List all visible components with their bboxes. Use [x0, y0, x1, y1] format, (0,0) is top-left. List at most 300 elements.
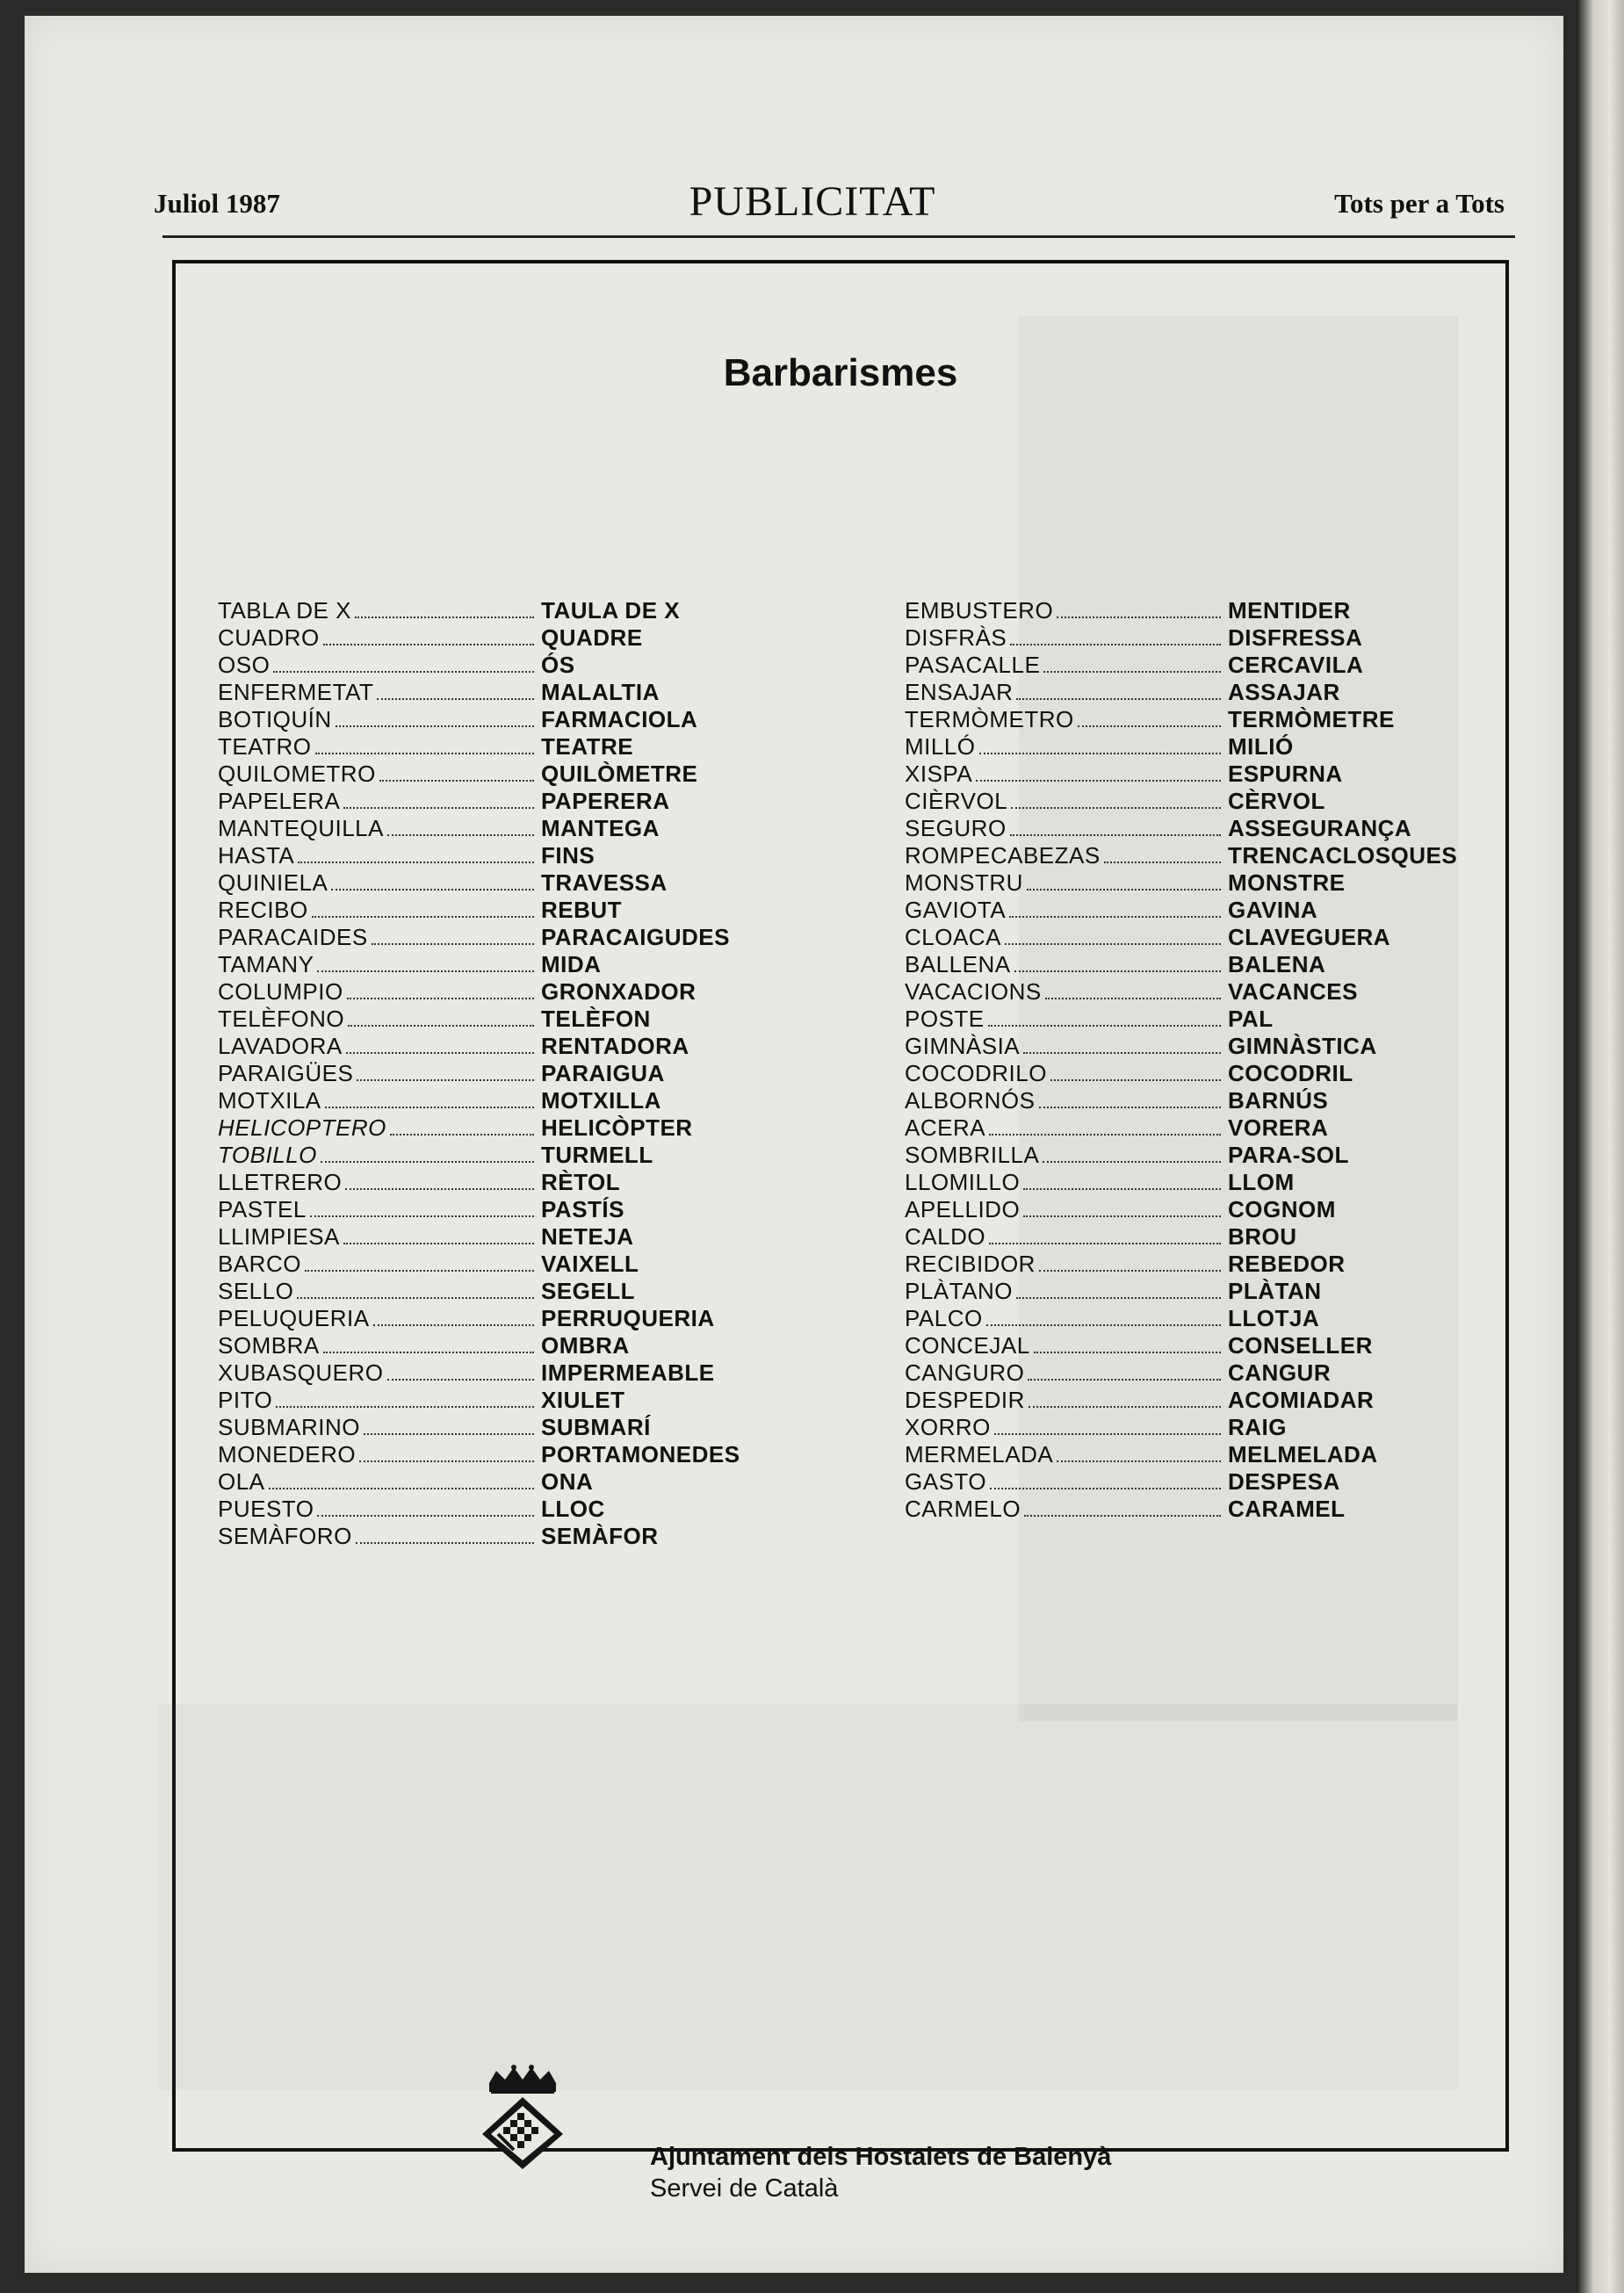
barbarism-row	[905, 1305, 1457, 1332]
correct-catalan-term: TRENCACLOSQUES	[1228, 842, 1458, 869]
footer-department: Servei de Català	[650, 2174, 839, 2203]
barbarism-term-cell	[218, 1305, 534, 1332]
dot-leader	[390, 1134, 534, 1136]
correct-catalan-term: VACANCES	[1228, 978, 1358, 1005]
correct-catalan-term: MELMELADA	[1228, 1441, 1378, 1467]
barbarism-term: CUADRO	[218, 624, 320, 651]
barbarism-term-cell	[905, 897, 1221, 924]
correct-catalan-term: ÓS	[541, 652, 575, 678]
barbarism-term: COCODRILO	[905, 1060, 1047, 1086]
barbarism-term-cell	[905, 1114, 1221, 1142]
barbarism-term: OSO	[218, 652, 271, 678]
correct-catalan-term: RÈTOL	[541, 1169, 621, 1195]
barbarism-term: HELICOPTERO	[218, 1114, 386, 1141]
dot-leader	[994, 1433, 1221, 1435]
barbarism-row	[218, 1142, 740, 1169]
barbarism-row	[218, 978, 740, 1006]
barbarism-term-cell	[905, 624, 1221, 652]
correct-catalan-term: LLOC	[541, 1496, 605, 1522]
barbarism-term: SUBMARINO	[218, 1414, 360, 1440]
barbarism-term-cell	[905, 842, 1221, 869]
barbarism-term-cell	[218, 1251, 534, 1278]
barbarism-term: SOMBRILLA	[905, 1142, 1040, 1168]
barbarism-term-cell	[905, 951, 1221, 978]
dot-leader	[379, 780, 534, 782]
correct-catalan-term: RENTADORA	[541, 1033, 689, 1059]
dot-leader	[298, 862, 534, 863]
barbarism-term: GIMNÀSIA	[905, 1033, 1021, 1059]
barbarism-term: TAMANY	[218, 951, 314, 977]
dot-leader	[305, 1270, 534, 1272]
barbarism-term: CLOACA	[905, 924, 1001, 950]
dot-leader	[1045, 998, 1221, 999]
barbarism-term-cell	[218, 897, 534, 924]
barbarism-term-cell	[218, 815, 534, 842]
barbarism-term: SELLO	[218, 1278, 294, 1304]
barbarism-row	[218, 1387, 740, 1414]
dot-leader	[1010, 834, 1221, 836]
dot-leader	[343, 1243, 534, 1244]
barbarism-term: RECIBO	[218, 897, 308, 923]
barbarism-row	[905, 1223, 1457, 1251]
correct-catalan-term: QUADRE	[541, 624, 643, 651]
correct-catalan-term: SUBMARÍ	[541, 1414, 651, 1440]
barbarism-row	[218, 842, 740, 869]
barbarism-row	[905, 1169, 1457, 1196]
dot-leader	[377, 698, 534, 700]
dot-leader	[1050, 1079, 1221, 1081]
dot-leader	[323, 1352, 534, 1353]
barbarism-term: ALBORNÓS	[905, 1087, 1036, 1114]
correct-catalan-term: PAL	[1228, 1006, 1274, 1032]
dot-leader	[317, 970, 534, 972]
dot-leader	[269, 1488, 534, 1489]
barbarism-term: OLA	[218, 1468, 265, 1495]
barbarism-row	[905, 1006, 1457, 1033]
correct-catalan-term: MOTXILLA	[541, 1087, 661, 1114]
barbarism-term-cell	[218, 706, 534, 733]
dot-leader	[1039, 1107, 1222, 1108]
correct-catalan-term: RAIG	[1228, 1414, 1287, 1440]
barbarism-row	[905, 1387, 1457, 1414]
barbarism-row	[218, 815, 740, 842]
barbarism-term-cell	[218, 1359, 534, 1387]
correct-catalan-term: LLOTJA	[1228, 1305, 1320, 1331]
barbarism-row	[905, 1114, 1457, 1142]
correct-catalan-term: COCODRIL	[1228, 1060, 1353, 1086]
barbarism-row	[905, 733, 1457, 761]
barbarism-term-cell	[905, 1033, 1221, 1060]
barbarism-term: ENFERMETAT	[218, 679, 374, 705]
correct-catalan-term: CLAVEGUERA	[1228, 924, 1391, 950]
barbarism-term: LLIMPIESA	[218, 1223, 340, 1250]
dot-leader	[310, 1215, 534, 1217]
barbarism-row	[218, 1523, 740, 1550]
dot-leader	[373, 1324, 534, 1326]
correct-catalan-term: BARNÚS	[1228, 1087, 1329, 1114]
barbarism-term: CONCEJAL	[905, 1332, 1030, 1359]
barbarism-term: LAVADORA	[218, 1033, 343, 1059]
dot-leader	[989, 1243, 1221, 1244]
page-header	[127, 176, 1505, 232]
correct-catalan-term: TURMELL	[541, 1142, 653, 1168]
barbarism-term-cell	[905, 1169, 1221, 1196]
barbarism-term-cell	[218, 1332, 534, 1359]
correct-catalan-term: DESPESA	[1228, 1468, 1340, 1495]
dot-leader	[979, 753, 1221, 754]
barbarism-term-cell	[218, 924, 534, 951]
barbarism-term-cell	[218, 761, 534, 788]
barbarism-row	[905, 1332, 1457, 1359]
barbarism-term-cell	[905, 924, 1221, 951]
barbarism-row	[905, 869, 1457, 897]
barbarism-term-cell	[905, 1196, 1221, 1223]
barbarism-term-cell	[218, 1223, 534, 1251]
dot-leader	[325, 1107, 534, 1108]
municipal-coat-of-arms-icon	[479, 2064, 567, 2169]
barbarism-term: CANGURO	[905, 1359, 1025, 1386]
ad-title: Barbarismes	[723, 351, 958, 394]
correct-catalan-term: MIDA	[541, 951, 602, 977]
barbarism-term-cell	[905, 1060, 1221, 1087]
barbarism-row	[905, 624, 1457, 652]
correct-catalan-term: GIMNÀSTICA	[1228, 1033, 1377, 1059]
barbarism-term-cell	[218, 679, 534, 706]
dot-leader	[1043, 671, 1221, 673]
barbarism-term-cell	[218, 652, 534, 679]
barbarism-row	[218, 1223, 740, 1251]
correct-catalan-term: PASTÍS	[541, 1196, 624, 1222]
advertisement-box	[172, 260, 1509, 2203]
barbarism-row	[218, 924, 740, 951]
barbarism-row	[218, 652, 740, 679]
barbarism-term-cell	[905, 706, 1221, 733]
barbarism-term: PITO	[218, 1387, 273, 1413]
dot-leader	[1014, 970, 1221, 972]
dot-leader	[359, 1460, 534, 1462]
barbarism-term-cell	[218, 1060, 534, 1087]
correct-catalan-term: BALENA	[1228, 951, 1326, 977]
barbarism-row	[905, 761, 1457, 788]
barbarism-row	[905, 1196, 1457, 1223]
barbarism-term-cell	[905, 1387, 1221, 1414]
correct-catalan-term: TERMÒMETRE	[1228, 706, 1395, 732]
barbarism-row	[218, 1305, 740, 1332]
barbarisms-right-column	[905, 597, 1457, 1523]
barbarism-term: VACACIONS	[905, 978, 1042, 1005]
dot-leader	[988, 1025, 1221, 1027]
dot-leader	[336, 725, 534, 727]
correct-catalan-term: OMBRA	[541, 1332, 630, 1359]
dot-leader	[976, 780, 1221, 782]
footer-organization: Ajuntament dels Hostalets de Balenyà	[650, 2143, 1112, 2171]
dot-leader	[343, 807, 534, 809]
show-through-block	[158, 1704, 1458, 2090]
barbarism-row	[218, 679, 740, 706]
barbarism-row	[905, 1441, 1457, 1468]
barbarism-term: XISPA	[905, 761, 973, 787]
barbarism-term-cell	[218, 1114, 534, 1142]
dot-leader	[364, 1433, 534, 1435]
barbarism-term: GAVIOTA	[905, 897, 1007, 923]
barbarism-term: LLETRERO	[218, 1169, 343, 1195]
barbarism-term: TERMÒMETRO	[905, 706, 1074, 732]
barbarism-term: PELUQUERIA	[218, 1305, 370, 1331]
barbarism-term: TOBILLO	[218, 1142, 317, 1168]
barbarism-term: PASTEL	[218, 1196, 307, 1222]
barbarism-term-cell	[218, 978, 534, 1006]
correct-catalan-term: MILIÓ	[1228, 733, 1294, 760]
correct-catalan-term: MONSTRE	[1228, 869, 1346, 896]
barbarism-row	[218, 897, 740, 924]
dot-leader	[1023, 1188, 1221, 1190]
barbarism-row	[905, 842, 1457, 869]
barbarism-term: PLÀTANO	[905, 1278, 1013, 1304]
correct-catalan-term: REBEDOR	[1228, 1251, 1346, 1277]
correct-catalan-term: PERRUQUERIA	[541, 1305, 715, 1331]
barbarism-term-cell	[218, 597, 534, 624]
correct-catalan-term: CARAMEL	[1228, 1496, 1346, 1522]
correct-catalan-term: GAVINA	[1228, 897, 1318, 923]
correct-catalan-term: VAIXELL	[541, 1251, 639, 1277]
correct-catalan-term: DISFRESSA	[1228, 624, 1363, 651]
barbarism-term: MERMELADA	[905, 1441, 1054, 1467]
barbarism-row	[218, 1087, 740, 1114]
barbarism-row	[905, 1087, 1457, 1114]
barbarism-row	[218, 624, 740, 652]
barbarism-row	[905, 1496, 1457, 1523]
barbarism-term-cell	[905, 869, 1221, 897]
barbarism-term: COLUMPIO	[218, 978, 343, 1005]
correct-catalan-term: BROU	[1228, 1223, 1297, 1250]
barbarism-row	[218, 1414, 740, 1441]
barbarism-term-cell	[218, 1441, 534, 1468]
correct-catalan-term: TELÈFON	[541, 1006, 651, 1032]
barbarism-term: RECIBIDOR	[905, 1251, 1036, 1277]
barbarism-term-cell	[218, 1278, 534, 1305]
barbarism-term: CALDO	[905, 1223, 986, 1250]
barbarism-term: MONSTRU	[905, 869, 1023, 896]
barbarism-term-cell	[218, 1196, 534, 1223]
dot-leader	[1104, 862, 1221, 863]
barbarism-row	[905, 597, 1457, 624]
dot-leader	[1009, 916, 1221, 918]
barbarism-term: EMBUSTERO	[905, 597, 1054, 624]
correct-catalan-term: COGNOM	[1228, 1196, 1336, 1222]
correct-catalan-term: ESPURNA	[1228, 761, 1343, 787]
barbarism-term-cell	[905, 1468, 1221, 1496]
barbarism-row	[218, 1468, 740, 1496]
correct-catalan-term: MENTIDER	[1228, 597, 1351, 624]
barbarism-term: DISFRÀS	[905, 624, 1007, 651]
barbarism-term-cell	[905, 1359, 1221, 1387]
barbarism-row	[218, 1332, 740, 1359]
barbarism-term: MILLÓ	[905, 733, 976, 760]
dot-leader	[355, 617, 534, 618]
barbarism-term: HASTA	[218, 842, 295, 869]
barbarism-row	[905, 1278, 1457, 1305]
barbarism-term-cell	[905, 652, 1221, 679]
correct-catalan-term: FARMACIOLA	[541, 706, 698, 732]
barbarism-term: PUESTO	[218, 1496, 314, 1522]
barbarism-row	[905, 1359, 1457, 1387]
barbarism-term: CARMELO	[905, 1496, 1021, 1522]
barbarism-term: PARAIGÜES	[218, 1060, 354, 1086]
barbarism-term-cell	[218, 733, 534, 761]
correct-catalan-term: ASSEGURANÇA	[1228, 815, 1412, 841]
barbarism-row	[218, 1114, 740, 1142]
barbarism-row	[905, 1142, 1457, 1169]
barbarism-term: BALLENA	[905, 951, 1011, 977]
header-publication: Tots per a Tots	[1334, 188, 1505, 219]
barbarism-term-cell	[905, 733, 1221, 761]
correct-catalan-term: CÈRVOL	[1228, 788, 1325, 814]
barbarism-row	[218, 706, 740, 733]
dot-leader	[1043, 1161, 1221, 1163]
correct-catalan-term: XIULET	[541, 1387, 625, 1413]
barbarism-term: SOMBRA	[218, 1332, 320, 1359]
barbarism-term-cell	[905, 761, 1221, 788]
barbarism-term-cell	[905, 815, 1221, 842]
correct-catalan-term: SEMÀFOR	[541, 1523, 659, 1549]
dot-leader	[315, 753, 534, 754]
barbarism-term-cell	[905, 1332, 1221, 1359]
barbarism-term: PARACAIDES	[218, 924, 368, 950]
correct-catalan-term: MANTEGA	[541, 815, 660, 841]
barbarism-term-cell	[218, 1387, 534, 1414]
barbarism-row	[905, 788, 1457, 815]
barbarism-row	[905, 1033, 1457, 1060]
correct-catalan-term: IMPERMEABLE	[541, 1359, 715, 1386]
dot-leader	[1023, 1215, 1221, 1217]
barbarism-row	[905, 652, 1457, 679]
barbarism-term: ENSAJAR	[905, 679, 1014, 705]
barbarism-row	[905, 1414, 1457, 1441]
barbarism-term-cell	[218, 1496, 534, 1523]
barbarism-term-cell	[218, 1523, 534, 1550]
barbarism-row	[218, 869, 740, 897]
barbarism-term-cell	[905, 788, 1221, 815]
barbarism-term-cell	[905, 1414, 1221, 1441]
barbarism-row	[218, 1359, 740, 1387]
barbarism-row	[905, 706, 1457, 733]
barbarism-term: PALCO	[905, 1305, 983, 1331]
barbarism-term-cell	[905, 1223, 1221, 1251]
correct-catalan-term: PARAIGUA	[541, 1060, 665, 1086]
dot-leader	[297, 1297, 534, 1299]
barbarism-term: POSTE	[905, 1006, 985, 1032]
barbarism-term-cell	[218, 951, 534, 978]
barbarism-term-cell	[905, 978, 1221, 1006]
dot-leader	[1029, 1406, 1221, 1408]
dot-leader	[1034, 1352, 1221, 1353]
correct-catalan-term: NETEJA	[541, 1223, 634, 1250]
barbarism-term-cell	[905, 1278, 1221, 1305]
correct-catalan-term: PORTAMONEDES	[541, 1441, 740, 1467]
barbarism-term-cell	[905, 1006, 1221, 1033]
dot-leader	[986, 1324, 1221, 1326]
correct-catalan-term: MALALTIA	[541, 679, 660, 705]
correct-catalan-term: ONA	[541, 1468, 594, 1495]
dot-leader	[1028, 1379, 1221, 1381]
barbarism-term: PAPELERA	[218, 788, 341, 814]
barbarism-term: MOTXILA	[218, 1087, 321, 1114]
barbarism-row	[905, 679, 1457, 706]
barbarism-row	[218, 597, 740, 624]
dot-leader	[321, 1161, 534, 1163]
dot-leader	[1057, 617, 1221, 618]
barbarism-term-cell	[218, 1006, 534, 1033]
dot-leader	[1027, 889, 1221, 891]
barbarism-term-cell	[218, 1087, 534, 1114]
barbarism-term: XORRO	[905, 1414, 991, 1440]
barbarism-row	[905, 897, 1457, 924]
correct-catalan-term: TRAVESSA	[541, 869, 668, 896]
dot-leader	[387, 1379, 535, 1381]
barbarism-term: QUINIELA	[218, 869, 328, 896]
barbarism-term-cell	[905, 1142, 1221, 1169]
barbarism-row	[218, 788, 740, 815]
barbarism-term: XUBASQUERO	[218, 1359, 384, 1386]
barbarism-term: MONEDERO	[218, 1441, 357, 1467]
barbarism-row	[218, 733, 740, 761]
dot-leader	[989, 1134, 1221, 1136]
barbarism-term: BOTIQUÍN	[218, 706, 332, 732]
barbarism-row	[218, 1251, 740, 1278]
barbarism-row	[905, 924, 1457, 951]
barbarism-row	[905, 951, 1457, 978]
barbarism-term: PASACALLE	[905, 652, 1041, 678]
barbarism-term: MANTEQUILLA	[218, 815, 384, 841]
barbarism-term: SEMÀFORO	[218, 1523, 352, 1549]
barbarism-term-cell	[218, 624, 534, 652]
barbarism-term-cell	[218, 788, 534, 815]
barbarism-term: TELÈFONO	[218, 1006, 345, 1032]
dot-leader	[323, 644, 534, 645]
dot-leader	[1010, 644, 1221, 645]
barbarism-row	[905, 1468, 1457, 1496]
dot-leader	[1011, 807, 1221, 809]
dot-leader	[276, 1406, 534, 1408]
barbarisms-left-column	[218, 597, 740, 1550]
barbarism-term-cell	[905, 1305, 1221, 1332]
correct-catalan-term: VORERA	[1228, 1114, 1329, 1141]
barbarism-row	[218, 1278, 740, 1305]
barbarism-row	[218, 1441, 740, 1468]
barbarism-term-cell	[218, 1468, 534, 1496]
dot-leader	[347, 998, 534, 999]
correct-catalan-term: QUILÒMETRE	[541, 761, 698, 787]
correct-catalan-term: GRONXADOR	[541, 978, 697, 1005]
barbarism-row	[905, 815, 1457, 842]
barbarism-row	[905, 978, 1457, 1006]
barbarism-term-cell	[218, 842, 534, 869]
correct-catalan-term: FINS	[541, 842, 595, 869]
correct-catalan-term: ASSAJAR	[1228, 679, 1340, 705]
correct-catalan-term: CANGUR	[1228, 1359, 1332, 1386]
correct-catalan-term: TEATRE	[541, 733, 634, 760]
correct-catalan-term: CONSELLER	[1228, 1332, 1373, 1359]
barbarism-row	[218, 1496, 740, 1523]
dot-leader	[990, 1488, 1221, 1489]
dot-leader	[273, 671, 534, 673]
barbarism-term: DESPEDIR	[905, 1387, 1025, 1413]
correct-catalan-term: PARA-SOL	[1228, 1142, 1349, 1168]
barbarism-term-cell	[905, 1251, 1221, 1278]
barbarism-row	[905, 1251, 1457, 1278]
barbarism-row	[218, 1033, 740, 1060]
barbarism-term: SEGURO	[905, 815, 1007, 841]
